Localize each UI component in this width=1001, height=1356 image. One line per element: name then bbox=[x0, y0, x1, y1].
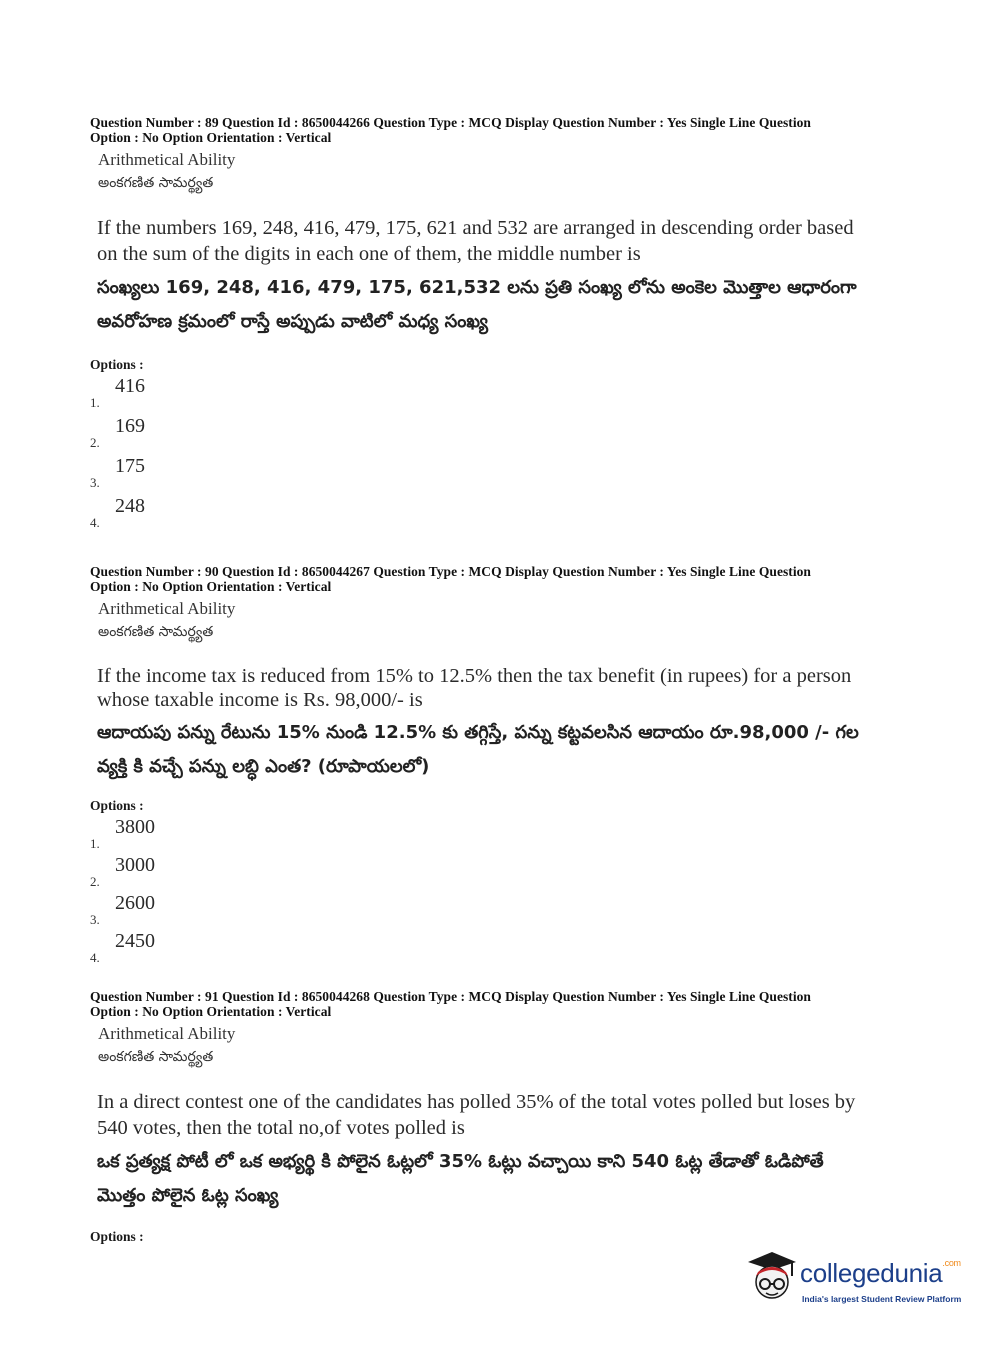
option-value: 2450 bbox=[115, 930, 155, 952]
options-label: Options : bbox=[90, 357, 144, 372]
subject-te: అంకగణిత సామర్థ్యత bbox=[98, 624, 214, 640]
option-number: 4. bbox=[90, 515, 100, 530]
question-text-en: If the numbers 169, 248, 416, 479, 175, 621 and 532 are arranged in descending order based on the sum of the digits in each one of them, the middle number is bbox=[97, 217, 854, 265]
option-3[interactable] bbox=[90, 453, 890, 493]
option-number: 1. bbox=[90, 836, 100, 851]
subject-en: Arithmetical Ability bbox=[98, 599, 236, 618]
options-list bbox=[90, 373, 890, 533]
meta-line-2: Option : No Option Orientation : Vertical bbox=[90, 579, 332, 594]
option-value: 3800 bbox=[115, 816, 155, 838]
subject-te: అంకగణిత సామర్థ్యత bbox=[98, 1049, 214, 1065]
question-meta bbox=[90, 989, 890, 1019]
question-text-en: If the income tax is reduced from 15% to 12.5% then the tax benefit (in rupees) for a person whose taxable income is Rs. 98,000/- is bbox=[97, 665, 852, 711]
option-4[interactable] bbox=[90, 928, 890, 966]
options-label: Options : bbox=[90, 798, 144, 813]
subject-en: Arithmetical Ability bbox=[98, 150, 236, 169]
meta-line-1: Question Number : 90 Question Id : 8650044267 Question Type : MCQ Display Question Number : Yes Single Line Question bbox=[90, 564, 811, 579]
option-2[interactable] bbox=[90, 413, 890, 453]
option-3[interactable] bbox=[90, 890, 890, 928]
option-4[interactable] bbox=[90, 493, 890, 533]
options-list bbox=[90, 814, 890, 966]
question-block-89 bbox=[90, 115, 890, 533]
logo-tagline: India's largest Student Review Platform bbox=[802, 1294, 962, 1304]
option-value: 169 bbox=[115, 415, 145, 437]
option-value: 3000 bbox=[115, 854, 155, 876]
option-number: 2. bbox=[90, 435, 100, 450]
question-block-91 bbox=[90, 989, 890, 1245]
option-2[interactable] bbox=[90, 852, 890, 890]
question-block-90 bbox=[90, 564, 890, 966]
option-number: 1. bbox=[90, 395, 100, 410]
subject-te: అంకగణిత సామర్థ్యత bbox=[98, 175, 214, 191]
option-number: 3. bbox=[90, 912, 100, 927]
meta-line-2: Option : No Option Orientation : Vertical bbox=[90, 1004, 332, 1019]
option-number: 3. bbox=[90, 475, 100, 490]
meta-line-1: Question Number : 89 Question Id : 8650044266 Question Type : MCQ Display Question Number : Yes Single Line Question bbox=[90, 115, 811, 130]
meta-line-2: Option : No Option Orientation : Vertical bbox=[90, 130, 332, 145]
question-meta bbox=[90, 564, 890, 594]
option-value: 248 bbox=[115, 495, 145, 517]
question-text-te: ఒక ప్రత్యక్ష పోటీ లో ఒక అభ్యర్థి కి పోలైన ఓట్లలో 35% ఓట్లు వచ్చాయి కాని 540 ఓట్ల తేడాతో ఓడిపోతే మొత్తం పోలైన ఓట్ల సంఖ్య bbox=[97, 1151, 824, 1206]
question-meta bbox=[90, 115, 890, 145]
option-number: 2. bbox=[90, 874, 100, 889]
subject-en: Arithmetical Ability bbox=[98, 1024, 236, 1043]
question-text-en: In a direct contest one of the candidates has polled 35% of the total votes polled but loses by 540 votes, then the total no,of votes polled is bbox=[97, 1091, 856, 1139]
question-text-te: సంఖ్యలు 169, 248, 416, 479, 175, 621,532 లను ప్రతి సంఖ్య లోను అంకెల మొత్తాల ఆధారంగా అవరోహణ క్రమంలో రాస్తే అప్పుడు వాటిలో మధ్య సంఖ్య bbox=[97, 277, 857, 332]
option-value: 416 bbox=[115, 375, 145, 397]
collegedunia-logo bbox=[742, 1246, 972, 1314]
mascot-icon bbox=[742, 1246, 800, 1310]
option-1[interactable] bbox=[90, 373, 890, 413]
option-value: 175 bbox=[115, 455, 145, 477]
option-number: 4. bbox=[90, 950, 100, 965]
option-value: 2600 bbox=[115, 892, 155, 914]
meta-line-1: Question Number : 91 Question Id : 8650044268 Question Type : MCQ Display Question Number : Yes Single Line Question bbox=[90, 989, 811, 1004]
logo-brand: collegedunia$^{.com}$ bbox=[800, 1258, 961, 1288]
question-text-te: ఆదాయపు పన్ను రేటును 15% నుండి 12.5% కు తగ్గిస్తే, పన్ను కట్టవలసిన ఆదాయం రూ.98,000 /- గల వ్యక్తి కి వచ్చే పన్ను లబ్ధి ఎంత? (రూపాయలలో) bbox=[97, 722, 859, 777]
options-label: Options : bbox=[90, 1229, 144, 1244]
option-1[interactable] bbox=[90, 814, 890, 852]
